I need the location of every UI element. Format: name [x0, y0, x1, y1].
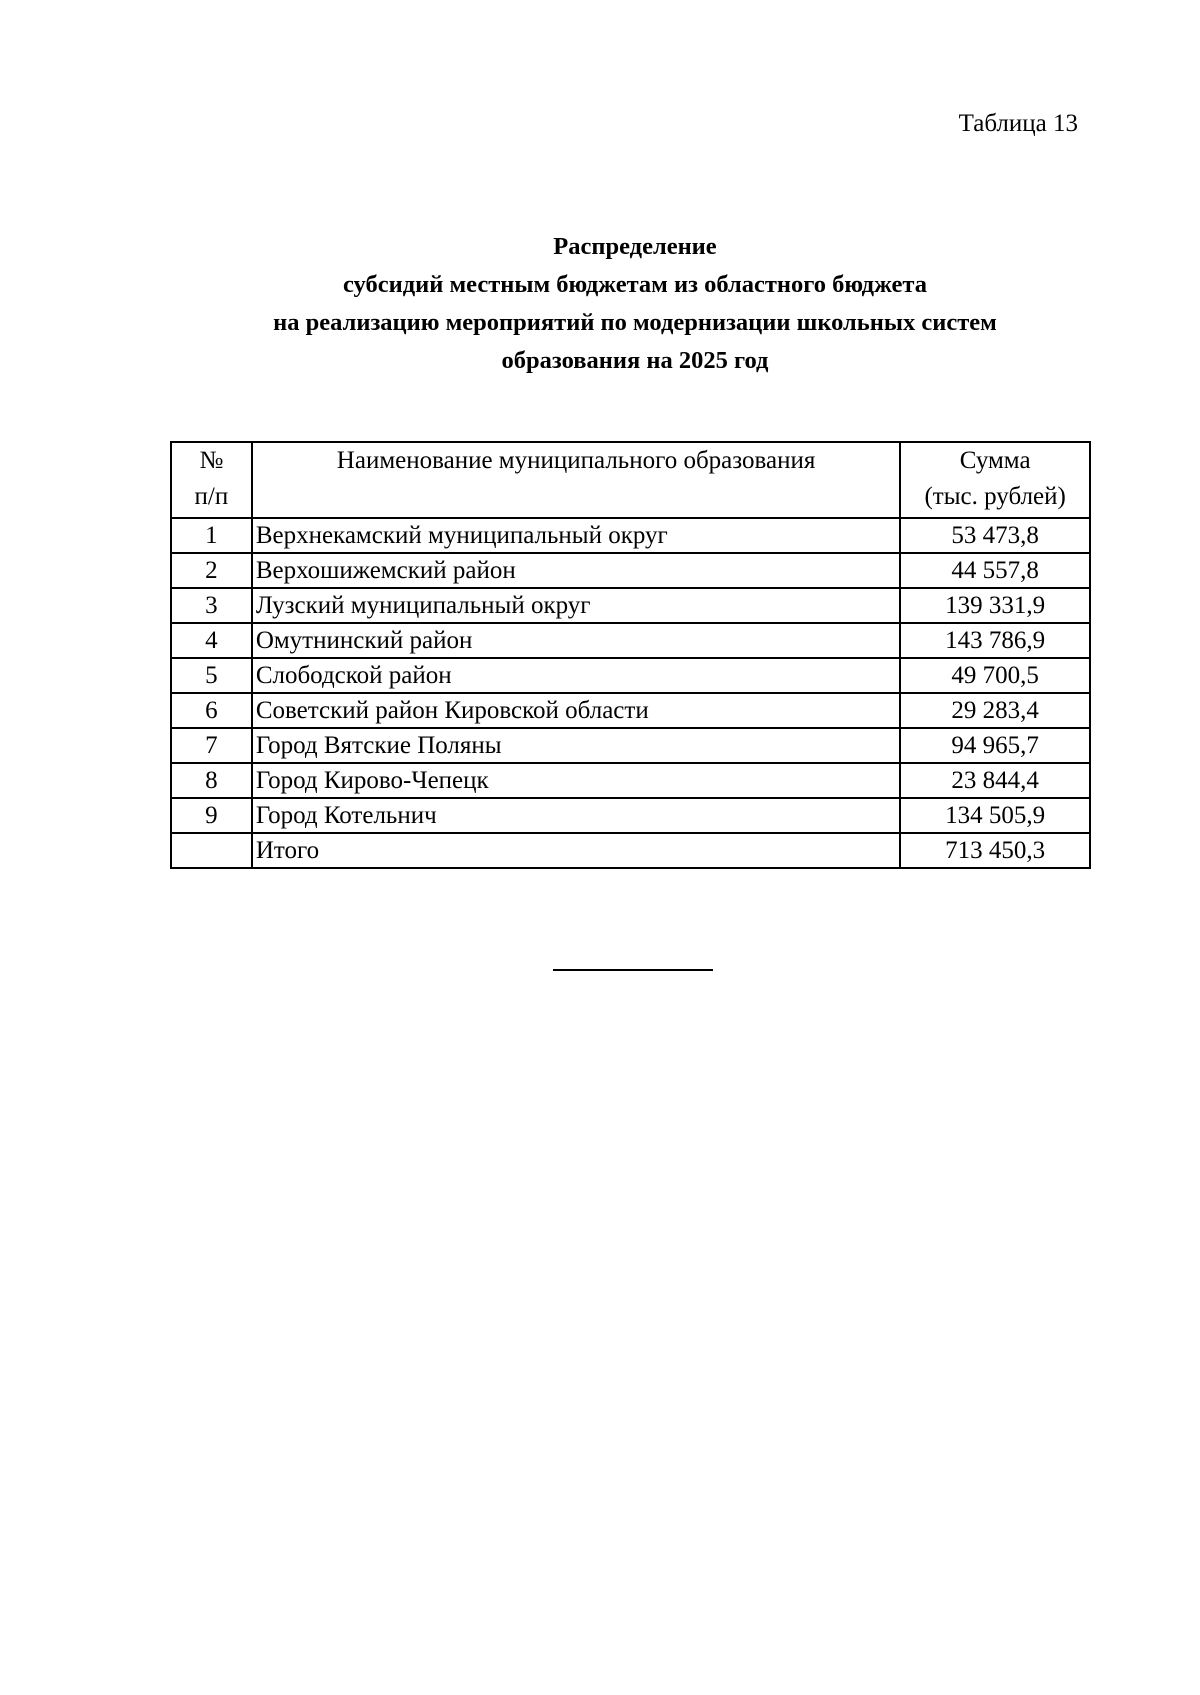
row-number: 3: [171, 588, 252, 623]
header-sum-text: Сумма: [959, 447, 1031, 474]
header-number: [171, 442, 252, 518]
row-number: 4: [171, 623, 252, 658]
table-header-row: [171, 442, 1090, 518]
end-separator-line: [553, 969, 713, 971]
row-municipality: Советский район Кировской области: [252, 693, 901, 728]
total-sum: 713 450,3: [900, 833, 1090, 868]
row-municipality: Город Вятские Поляны: [252, 728, 901, 763]
header-number-symbol: №: [199, 447, 224, 474]
row-sum: 49 700,5: [900, 658, 1090, 693]
row-sum: 143 786,9: [900, 623, 1090, 658]
row-sum: 139 331,9: [900, 588, 1090, 623]
total-label: Итого: [252, 833, 901, 868]
row-municipality: Город Котельнич: [252, 798, 901, 833]
table-row: [171, 728, 1090, 763]
row-sum: 53 473,8: [900, 518, 1090, 553]
row-sum: 44 557,8: [900, 553, 1090, 588]
row-sum: 23 844,4: [900, 763, 1090, 798]
row-number: 1: [171, 518, 252, 553]
title-line-4: образования на 2025 год: [501, 347, 769, 374]
row-number: 8: [171, 763, 252, 798]
total-number: [171, 833, 252, 868]
table-row: [171, 623, 1090, 658]
row-number: 9: [171, 798, 252, 833]
row-municipality: Город Кирово-Чепецк: [252, 763, 901, 798]
header-name: [252, 442, 901, 518]
row-municipality: Лузский муниципальный округ: [252, 588, 901, 623]
table-row: [171, 553, 1090, 588]
table-row: [171, 518, 1090, 553]
title-line-3: на реализацию мероприятий по модернизации школьных систем: [273, 309, 997, 336]
subsidies-table: [170, 441, 1091, 869]
table-row: [171, 658, 1090, 693]
row-number: 7: [171, 728, 252, 763]
header-sum: [900, 442, 1090, 518]
table-row: [171, 798, 1090, 833]
row-municipality: Омутнинский район: [252, 623, 901, 658]
header-name-text: Наименование муниципального образования: [336, 447, 816, 474]
table-row: [171, 693, 1090, 728]
table-body: [171, 518, 1090, 868]
header-number-abbr: п/п: [194, 483, 229, 510]
row-municipality: Слободской район: [252, 658, 901, 693]
title-line-2: субсидий местным бюджетам из областного бюджета: [343, 271, 927, 298]
table-number-label: Таблица 13: [958, 110, 1078, 137]
table-total-row: [171, 833, 1090, 868]
row-sum: 134 505,9: [900, 798, 1090, 833]
document-title: [0, 228, 1200, 380]
row-sum: 94 965,7: [900, 728, 1090, 763]
row-number: 6: [171, 693, 252, 728]
title-line-1: Распределение: [553, 233, 717, 260]
table-row: [171, 763, 1090, 798]
row-sum: 29 283,4: [900, 693, 1090, 728]
table-row: [171, 588, 1090, 623]
row-municipality: Верхошижемский район: [252, 553, 901, 588]
row-municipality: Верхнекамский муниципальный округ: [252, 518, 901, 553]
row-number: 2: [171, 553, 252, 588]
header-sum-unit: (тыс. рублей): [924, 483, 1066, 510]
row-number: 5: [171, 658, 252, 693]
